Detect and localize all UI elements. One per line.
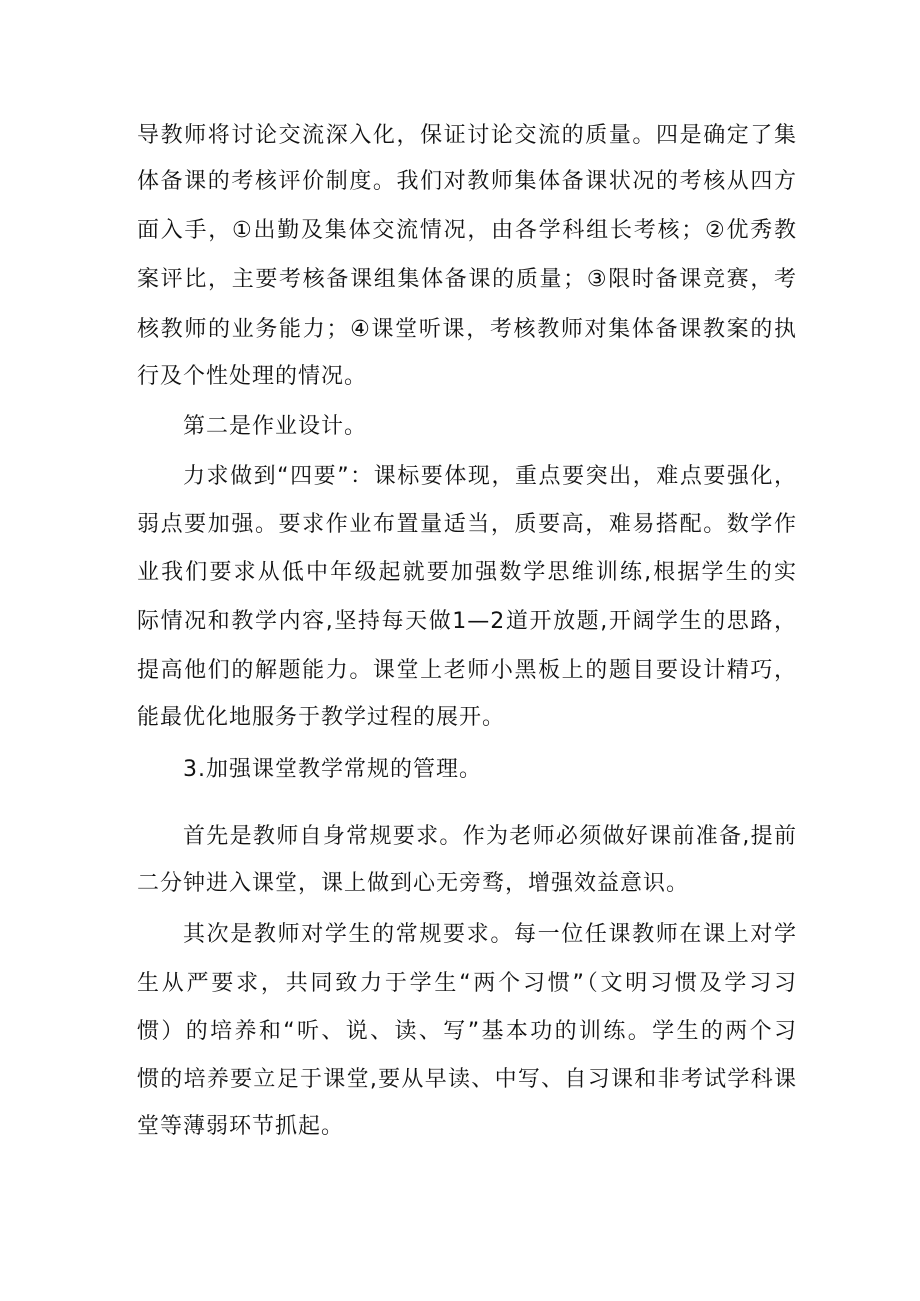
- paragraph-line: 案评比，主要考核备课组集体备课的质量；③限时备课竞赛，考: [137, 267, 797, 292]
- paragraph-line: 业我们要求从低中年级起就要加强数学思维训练,根据学生的实: [137, 560, 797, 585]
- paragraph-line: 首先是教师自身常规要求。作为老师必须做好课前准备,提前: [183, 824, 797, 849]
- section-heading: 3.加强课堂教学常规的管理。: [183, 757, 482, 782]
- paragraph-line: 核教师的业务能力；④课堂听课，考核教师对集体备课教案的执: [137, 317, 797, 342]
- paragraph-line: 堂等薄弱环节抓起。: [137, 1114, 345, 1139]
- paragraph-line: 二分钟进入课堂，课上做到心无旁骛，增强效益意识。: [137, 871, 690, 896]
- paragraph-line: 弱点要加强。要求作业布置量适当，质要高，难易搭配。数学作: [137, 512, 797, 537]
- paragraph-line: 行及个性处理的情况。: [137, 364, 368, 389]
- section-heading: 第二是作业设计。: [183, 414, 368, 439]
- paragraph-line: 能最优化地服务于教学过程的展开。: [137, 705, 506, 730]
- paragraph-line: 际情况和教学内容,坚持每天做1—2道开放题,开阔学生的思路，: [137, 609, 797, 634]
- paragraph-line: 生从严要求，共同致力于学生“两个习惯”（文明习惯及学习习: [137, 971, 798, 996]
- paragraph-line: 其次是教师对学生的常规要求。每一位任课教师在课上对学: [183, 922, 797, 947]
- paragraph-line: 力求做到“四要”：课标要体现，重点要突出，难点要强化，: [183, 464, 797, 489]
- paragraph-line: 体备课的考核评价制度。我们对教师集体备课状况的考核从四方: [137, 169, 797, 194]
- paragraph-line: 惯的培养要立足于课堂,要从早读、中写、自习课和非考试学科课: [137, 1067, 797, 1092]
- paragraph-line: 导教师将讨论交流深入化，保证讨论交流的质量。四是确定了集: [137, 123, 797, 148]
- paragraph-line: 惯）的培养和“听、说、读、写”基本功的训练。学生的两个习: [137, 1019, 798, 1044]
- paragraph-line: 面入手，①出勤及集体交流情况，由各学科组长考核；②优秀教: [137, 218, 797, 243]
- paragraph-line: 提高他们的解题能力。课堂上老师小黑板上的题目要设计精巧，: [137, 658, 797, 683]
